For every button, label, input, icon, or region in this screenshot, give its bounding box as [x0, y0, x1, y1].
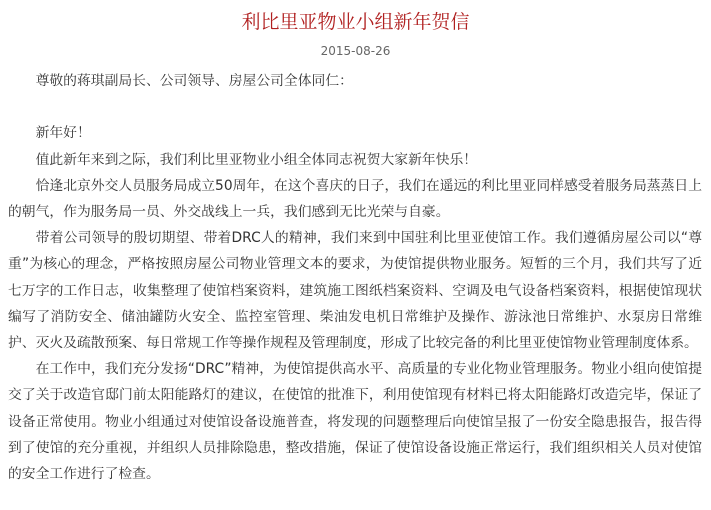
- publish-date: 2015-08-26: [320, 44, 391, 58]
- paragraph: 值此新年来到之际，我们利比里亚物业小组全体同志祝贺大家新年快乐！: [35, 151, 478, 168]
- paragraph: 带着公司领导的殷切期望、带着DRC人的精神，我们来到中国驻利比里亚使馆工作。我们遵循房屋公司以“尊重”为核心的理念，严格按照房屋公司物业管理文本的要求，为使馆提供物业服务。短暂的三个月，我们共写了近七万字的工作日志，收集整理了使馆档案资料，建筑施工图纸档案资料、空调及电气设备档案资料，根据使馆现状编写了消防安全、储油罐防火安全、监控室管理、柴油发电机日常维护及操作、游泳池日常维护、水泵房日常维护、灭火及疏散预案、每日常规工作等操作规程及管理制度，形成了比较完备的利比里亚使馆物业管理制度体系。: [8, 230, 702, 352]
- blank-line: [8, 94, 702, 120]
- paragraph: 恰逢北京外交人员服务局成立50周年，在这个喜庆的日子，我们在遥远的利比里亚同样感受着服务局蒸蒸日上的朝气，作为服务局一员、外交战线上一兵，我们感到无比光荣与自豪。: [8, 177, 702, 220]
- paragraph: 在工作中，我们充分发扬“DRC”精神，为使馆提供高水平、高质量的专业化物业管理服务。物业小组向使馆提交了关于改造官邸门前太阳能路灯的建议，在使馆的批准下，利用使馆现有材料已将太阳能路灯改造完毕，保证了设备正常使用。物业小组通过对使馆设备设施普查，将发现的问题整理后向使馆呈报了一份安全隐患报告，报告得到了使馆的充分重视，并组织人员排除隐患，整改措施，保证了使馆设备设施正常运行，我们组织相关人员对使馆的安全工作进行了检查。: [8, 361, 702, 483]
- article-body: [8, 68, 702, 487]
- greeting: 新年好！: [35, 125, 91, 142]
- salutation: 尊敬的蒋琪副局长、公司领导、房屋公司全体同仁：: [35, 73, 353, 89]
- page-title: 利比里亚物业小组新年贺信: [241, 11, 470, 33]
